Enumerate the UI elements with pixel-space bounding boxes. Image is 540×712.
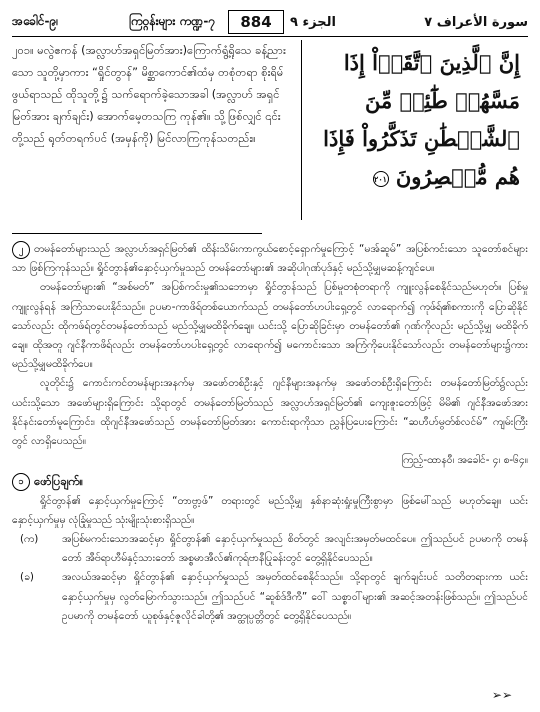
list-item (12, 568, 528, 626)
header-section: ကြဝ္ဂန်းများ ကဏ္ဍ-၇ (128, 14, 216, 28)
arabic-verse (302, 40, 528, 220)
note2-title: ဖော်ပြချက်။ (34, 474, 84, 489)
commentary (12, 240, 528, 626)
note1-reference: ကြည့်-ထာနဝီ၊ အခေါင်- ၄၊ စ-၆၄။ (401, 454, 528, 467)
verse-translation (12, 40, 302, 220)
item-label: (က) (20, 533, 39, 546)
item-text: အလယ်အဆင့်မှာ ရှိုင်တွာန်၏ နှောင့်ယှက်မှုသည် အမှတ်ထင်စေနိုင်သည်။ သို့ရာတွင် ချက်ချင်းပင် သတိတရားကာ ယင်းနှောင့်ယှက်မှုမှ လွတ်မြောက်သွားသည်။ ဤသည်ပင် “ဆူစ်ဒ်ဒီကီ” ဝေါ် သစ္စာဝါ်များ၏ အဆင့်အတန်းဖြစ်သည်။ ဤသည်ပင် ဥပမာကို တမန်တော် ယူစုဖ်နှင့်ဇူလိုင်ခါတို့၏ အတ္ထုပ္ပတ္တိတွင် တွေ့ရှိနိုင်ပေသည်။ (62, 571, 528, 622)
note1-para2: တမန်တော်များ၏ “အစ်မတ်” အပြစ်ကင်းမှု၏သဘောမှာ ရှိုင်တွာန်သည် ပြစ်မှုတစုံတရာကို ကျူးလွန်စေနိုင်သည်မဟုတ်။ ပြစ်မှုကျူးလွန်ရန် အကြံသာပေးနိုင်သည်။ ဥပမာ-ကာဖိရ်တစ်ယောက်သည် တမန်တော်ဟပါးရှေ့တွင် လာရောက်၍ ကုဖ်ရ်၏စကားကို ပြောဆိုနိုင်သော်လည်း ထိုကဖ်ရ်တွင်တမန်တော်သည် မည်သို့မျှမထိခိုက်ချေ။ ယင်းသို့ ပြောဆိုခြင်းမှာ တမန်တော်၏ ဂုဏ်ကိုလည်း မည်သို့မျှ မထိခိုက်ချေ။ ထိုအတူ ဂျင်နီကာဖိရ်လည်း တမန်တော်ဟပါးရှေ့တွင် လာရောက်၍ မကောင်းသော အကြံကိုပေးနိုင်သော်လည်း တမန်တော်များ၌ကား မည်သို့မျှမထိခိုက်ပေ။ (12, 281, 528, 371)
page-number: 884 (228, 10, 284, 34)
verse-number-badge: ٢٠١ (373, 171, 389, 187)
header-juz: الجزء ٩ (290, 14, 336, 30)
header-surah: سورة الأعراف ٧ (424, 14, 528, 30)
item-text: အပြစ်မကင်းသောအဆင့်မှာ ရှိုင်တွာန်၏ နှောင့်ယှက်မှုသည် စိတ်တွင် အလျင်းအမှတ်မထင်ပေ။ ဤသည်ပင် ဥပမာကို တမန်တော် အီဗ်ရာဟီမ်နှင့်သားတော် အစ္စမာအီလ်၏ကုရ်ဗာနီပြုခန်းတွင် တွေ့ရှိနိုင်ပေသည်။ (62, 533, 528, 565)
arabic-text: إِنَّ ٱلَّذِينَ ٱتَّقَوۡاْ إِذَا مَسَّهُمۡ طَٰٓئِفٞ مِّنَ ٱلشَّيۡطَٰنِ تَذَكَّرُواْ فَإِذَا هُم مُّبۡصِرُونَ (323, 50, 520, 189)
page-header (12, 8, 528, 37)
note1-para1 (12, 240, 528, 278)
verse-block (12, 40, 528, 220)
list-item (12, 530, 528, 568)
note1-number: ၂ (12, 241, 30, 259)
note2-title-row (12, 472, 528, 491)
header-arabic (290, 15, 528, 30)
continue-arrows-icon: ➢➢ (491, 688, 512, 702)
footnote-divider (12, 233, 262, 234)
translation-text: ၂၀၁။ မလွဲဧကန် (အလ္လာဟ်အရှင်မြတ်အား)ကြောက်ရွံ့ရိုသေ ခန့်ညားသော သူတို့မှာကား “ရှိုင်တွာန်” မိစ္ဆာကောင်၏ထံမှ တစုံတရာ စိုးရိမ်ဖွယ်ရာသည် ထိုသူတို့၌ သက်ရောက်ခဲ့သောအခါ (အလ္လာဟ် အရှင်မြတ်အား ချက်ချင်း) အောက်မေ့တသကြ ကုန်၏။ သို့ဖြစ်လျှင် ၎င်းတို့သည် ရုတ်တရက်ပင် (အမှန်ကို) မြင်လာကြကုန်သတည်း။ (12, 44, 286, 145)
note2-intro: ရှိုင်တွာန်၏ နှောင့်ယှက်မှုကြောင့် “တာဗွာ့ဖ်” တရားတွင် မည်သို့မျှ နှစ်နာဆုံးရှုံးမှုကြီးစွာမှာ ဖြစ်မေါ်သည် မဟုတ်ချေ။ ယင်းနှောင့်ယှက်မှုမှ လုံခြုံမှုသည် သုံးမျိုးသုံးစားရှိသည်။ (12, 494, 528, 526)
note1-para3: လူတိုင်း၌ ကောင်းကင်တမန်များအနက်မှ အဖော်တစ်ဦးနှင့် ဂျင်နီများအနက်မှ အဖော်တစ်ဦးရှိကြောင်း တမန်တော်မြတ်၌လည်း ယင်းသို့သော အဖော်များရှိကြောင်း သို့ရာတွင် တမန်တော်မြတ်သည် အလ္လာဟ်အရှင်မြတ်၏ ကျေးဇူးတော်ဖြင့် မိမိ၏ ဂျင်နီအဖော်အား နိုင်နင်းတော်မူကြောင်း၊ ထိုဂျင်နီအဖော်သည် တမန်တော်မြတ်အား ကောင်းရာကိုသာ ညွှန်ပြပေးကြောင်း “ဆဟီဟ်မွတ်စ်လင်မ်” ကျမ်းကြီးတွင် လာရှိပေသည်။ (12, 377, 528, 448)
item-label: (ခ) (20, 571, 34, 584)
header-volume: အခေါင်-၉၊ (12, 14, 59, 28)
note2-number: ၁ (12, 473, 30, 491)
note1-para1-text: တမန်တော်များသည် အလ္လာဟ်အရှင်မြတ်၏ ထိန်းသိမ်းကာကွယ်စောင့်ရှောက်မှုကြောင့် “မအ်ဆူမ်” အပြစ်ကင်းသော သူတော်စင်များသာ ဖြစ်ကြကုန်သည်။ ရှိုင်တွာန်၏နှောင့်ယှက်မှုသည် တမန်တော်များ၏ အဆိုပါဂုဏ်ပုဒ်နှင့် မည်သို့မျှမဆန့်ကျင်ပေ။ (12, 243, 528, 275)
